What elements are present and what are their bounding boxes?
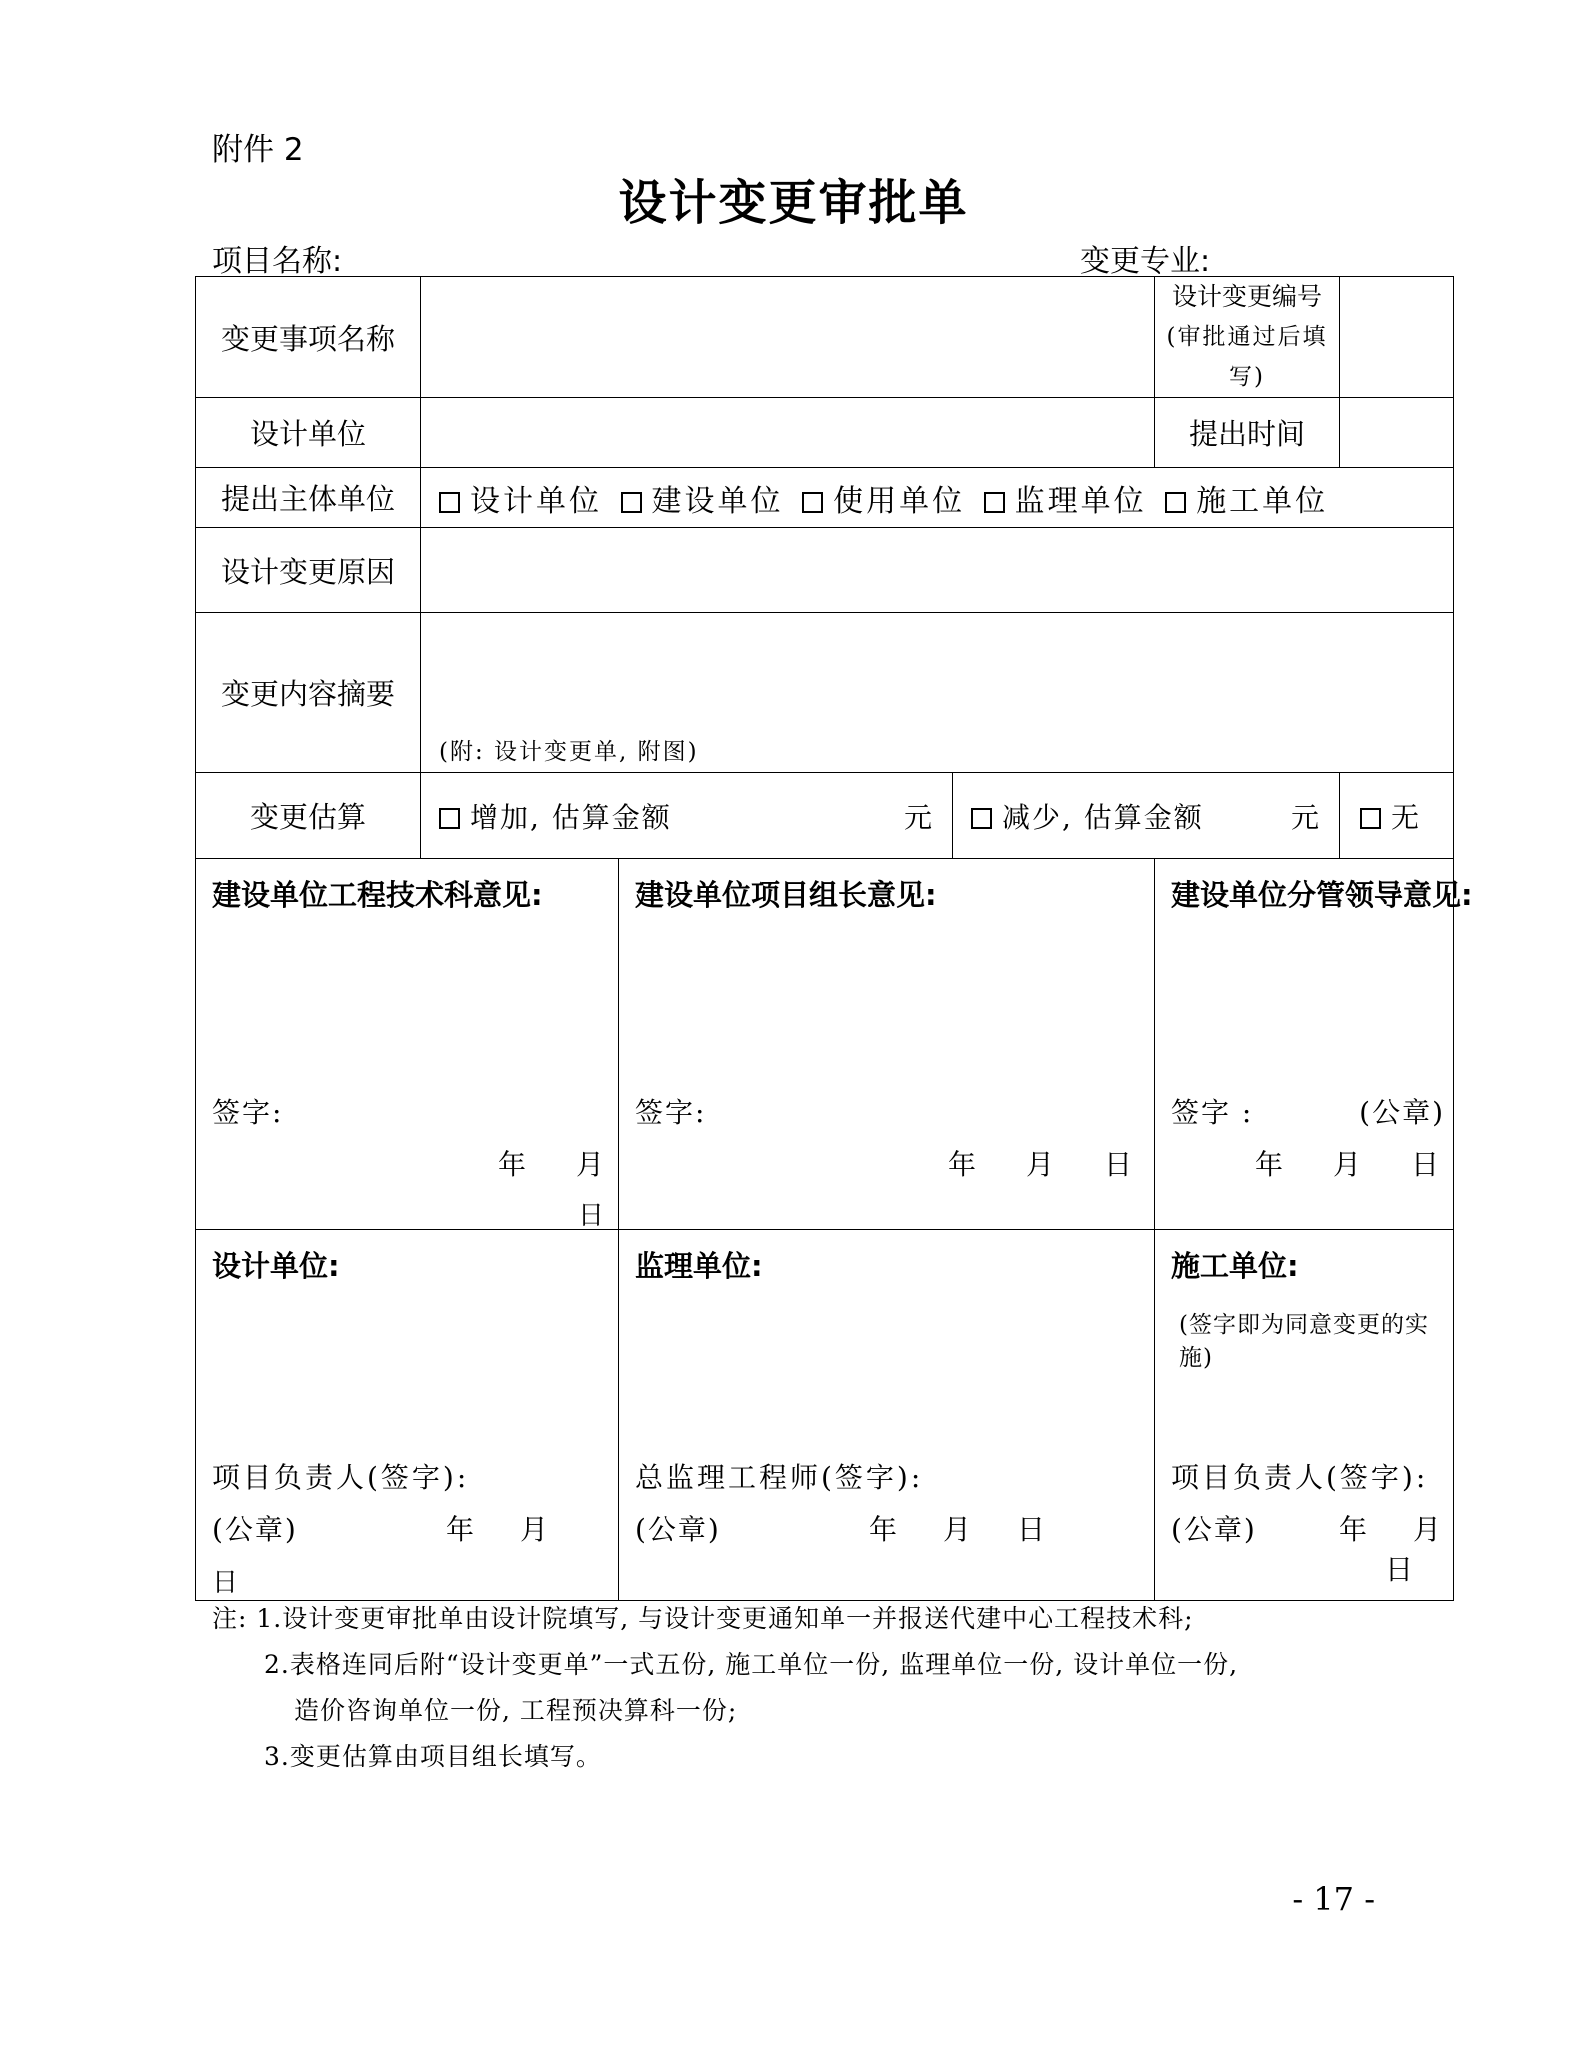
change-summary-label: 变更内容摘要 [196, 613, 421, 773]
estimate-none-cell [1340, 773, 1454, 859]
project-name-label: 项目名称: [212, 244, 343, 279]
leader-seal-label: (公章) [1359, 1096, 1446, 1129]
change-number-label: 设计变更编号 [1172, 282, 1323, 311]
checkbox-contractor-unit[interactable] [1165, 492, 1186, 513]
page-number: - 17 - [1292, 1880, 1375, 1918]
team-leader-date: 年 月 日 [947, 1148, 1132, 1181]
change-number-hint: (审批通过后填写) [1166, 324, 1328, 390]
contractor-unit-date: 年 月日 [1339, 1513, 1442, 1586]
change-summary-note: (附: 设计变更单, 附图) [439, 739, 699, 765]
attachment-label: 附件 2 [212, 132, 304, 168]
increase-yuan: 元 [903, 800, 934, 834]
tech-dept-opinion-heading: 建设单位工程技术科意见: [212, 878, 543, 912]
supervision-unit-sign-cell[interactable] [619, 1230, 1155, 1601]
tech-dept-sign-label: 签字: [212, 1096, 284, 1129]
change-reason-label: 设计变更原因 [196, 528, 421, 613]
supervision-unit-seal: (公章) [635, 1513, 721, 1546]
contractor-unit-heading: 施工单位: [1171, 1249, 1299, 1283]
design-unit-label: 设计单位 [196, 398, 421, 468]
change-estimate-label: 变更估算 [196, 773, 421, 859]
page-title: 设计变更审批单 [618, 175, 969, 231]
supervision-unit-responsible: 总监理工程师(签字): [635, 1461, 924, 1494]
checkbox-none[interactable] [1360, 808, 1381, 829]
approval-form-table [195, 276, 1473, 1601]
proposer-label: 提出主体单位 [196, 468, 421, 528]
change-summary-field[interactable] [421, 613, 1454, 773]
design-unit-field[interactable] [421, 398, 1155, 468]
estimate-none-label: 无 [1391, 800, 1420, 834]
design-unit-date-day: 日 [212, 1568, 239, 1598]
change-number-label-cell [1155, 277, 1340, 398]
change-item-name-label: 变更事项名称 [196, 277, 421, 398]
checkbox-user-unit[interactable] [802, 492, 823, 513]
team-leader-opinion-heading: 建设单位项目组长意见: [635, 878, 937, 912]
note-line-3: 造价咨询单位一份, 工程预决算科一份; [294, 1696, 738, 1725]
checkbox-construction-owner[interactable] [621, 492, 642, 513]
checkbox-decrease[interactable] [971, 808, 992, 829]
design-unit-sign-cell[interactable] [196, 1230, 619, 1601]
option-design-unit: 设计单位 [470, 483, 602, 519]
contractor-unit-seal: (公章) [1171, 1513, 1257, 1546]
submit-time-field[interactable] [1340, 398, 1454, 468]
estimate-decrease-label: 减少, 估算金额 [1002, 800, 1204, 834]
tech-dept-date-day: 日 [577, 1201, 604, 1231]
option-contractor-unit: 施工单位 [1196, 483, 1329, 519]
leader-sign-label: 签字 : [1171, 1096, 1254, 1129]
leader-opinion-heading: 建设单位分管领导意见: [1171, 878, 1473, 912]
contractor-unit-responsible: 项目负责人(签字): [1171, 1461, 1429, 1494]
estimate-increase-cell [421, 773, 953, 859]
supervision-unit-date: 年 月 日 [869, 1513, 1046, 1546]
notes-block [212, 1596, 1238, 1780]
team-leader-opinion-cell[interactable] [619, 859, 1155, 1230]
change-number-field[interactable] [1340, 277, 1454, 398]
option-user-unit: 使用单位 [833, 483, 966, 519]
note-line-4: 3.变更估算由项目组长填写。 [264, 1742, 602, 1771]
checkbox-design-unit[interactable] [439, 492, 460, 513]
change-item-name-field[interactable] [421, 277, 1155, 398]
tech-dept-date: 年 月 [497, 1148, 604, 1181]
submit-time-label: 提出时间 [1155, 398, 1340, 468]
checkbox-supervision-unit[interactable] [984, 492, 1005, 513]
design-unit-date: 年 月 [446, 1513, 549, 1546]
design-unit-responsible: 项目负责人(签字): [212, 1461, 470, 1494]
design-unit-seal: (公章) [212, 1513, 298, 1546]
change-specialty-label: 变更专业: [1080, 244, 1211, 279]
notes-prefix: 注: [212, 1604, 248, 1633]
team-leader-sign-label: 签字: [635, 1096, 707, 1129]
estimate-decrease-cell [953, 773, 1340, 859]
contractor-unit-sign-cell[interactable] [1155, 1230, 1454, 1601]
option-construction-owner: 建设单位 [651, 483, 784, 519]
estimate-increase-label: 增加, 估算金额 [470, 800, 672, 834]
option-supervision-unit: 监理单位 [1014, 483, 1147, 519]
change-reason-field[interactable] [421, 528, 1454, 613]
tech-dept-opinion-cell[interactable] [196, 859, 619, 1230]
proposer-options [421, 468, 1454, 528]
decrease-yuan: 元 [1291, 800, 1322, 834]
leader-date: 年 月 日 [1254, 1148, 1440, 1181]
note-line-2: 2.表格连同后附“设计变更单”一式五份, 施工单位一份, 监理单位一份, 设计单位一份, [264, 1650, 1239, 1679]
design-unit-heading: 设计单位: [212, 1249, 340, 1283]
contractor-unit-note: (签字即为同意变更的实施) [1179, 1312, 1429, 1371]
note-line-1: 注: 1.设计变更审批单由设计院填写, 与设计变更通知单一并报送代建中心工程技术科; [212, 1604, 1194, 1633]
supervision-unit-heading: 监理单位: [635, 1249, 763, 1283]
leader-opinion-cell[interactable] [1155, 859, 1473, 1230]
checkbox-increase[interactable] [439, 808, 460, 829]
